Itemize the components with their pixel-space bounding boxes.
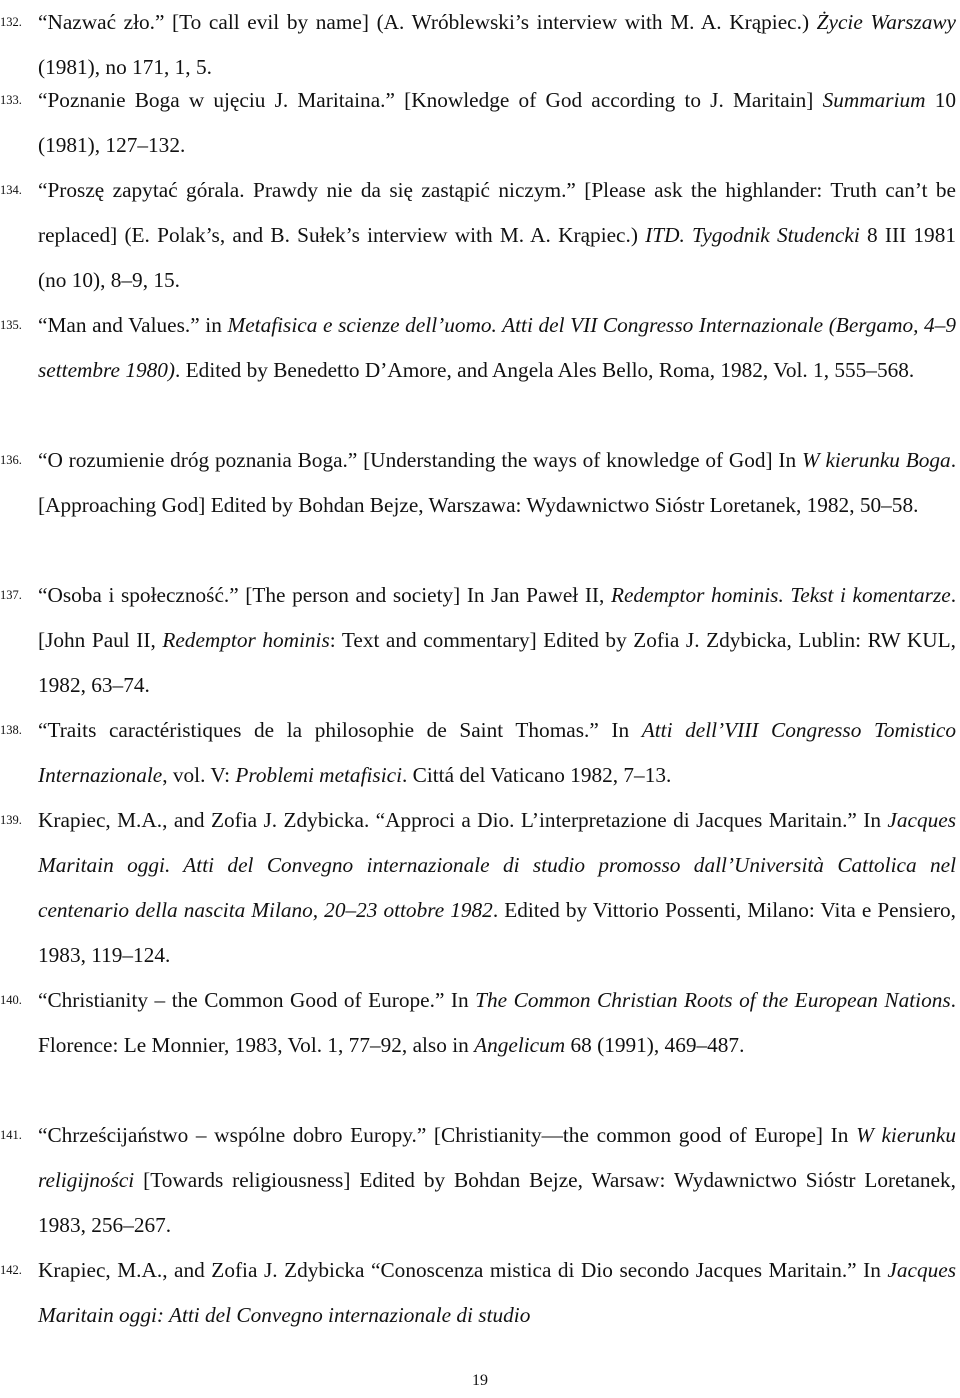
entry-text: [0, 573, 956, 708]
entry-segment: 8 III 1981 (no 10), 8–9, 15.: [38, 223, 956, 292]
entry-segment: . Cittá del Vaticano 1982, 7–13.: [402, 763, 672, 787]
entry-number: 139.: [0, 813, 22, 827]
entry-segment: Krapiec, M.A., and Zofia J. Zdybicka. “Approci a Dio. L’interpretazione di Jacques Maritain.” In: [38, 808, 888, 832]
entry-number: 132.: [0, 15, 22, 29]
entry-segment: . [Approaching God] Edited by Bohdan Bejze, Warszawa: Wydawnictwo Sióstr Loretanek, 1982, 50–58.: [38, 448, 957, 517]
italic-title: Metafisica e scienze dell’uomo. Atti del VII Congresso Internazionale (Bergamo, 4–9 settembre 1980): [38, 313, 956, 382]
bibliography-entry: [0, 303, 956, 393]
entry-number: 133.: [0, 93, 22, 107]
entry-text: [0, 978, 956, 1068]
entry-text: [0, 1113, 956, 1248]
italic-title: W kierunku religijności: [38, 1123, 956, 1192]
entry-segment: : Text and commentary] Edited by Zofia J. Zdybicka, Lublin: RW KUL, 1982, 63–74.: [38, 628, 956, 697]
entry-segment: . Edited by Benedetto D’Amore, and Angela Ales Bello, Roma, 1982, Vol. 1, 555–568.: [175, 358, 915, 382]
entry-number: 141.: [0, 1128, 22, 1142]
entry-segment: “Man and Values.” in: [38, 313, 228, 337]
entry-segment: “Chrześcijaństwo – wspólne dobro Europy.” [Christianity—the common good of Europe] In: [38, 1123, 857, 1147]
italic-title: Życie Warszawy: [816, 10, 957, 34]
entry-text: [0, 168, 956, 303]
italic-title: Summarium: [822, 88, 926, 112]
entry-number: 142.: [0, 1263, 22, 1277]
entry-segment: “Proszę zapytać górala. Prawdy nie da się zastąpić niczym.” [Please ask the highlander: Truth can’t be replaced] (E. Polak’s, and B. Sułek’s interview with M. A. Krąpiec.): [38, 178, 956, 247]
bibliography-entry: [0, 438, 956, 528]
italic-title: Redemptor hominis: [162, 628, 330, 652]
entry-segment: 68 (1991), 469–487.: [565, 1033, 745, 1057]
italic-title: W kierunku Boga: [801, 448, 951, 472]
entry-text: [0, 0, 956, 90]
entry-segment: “Nazwać zło.” [To call evil by name] (A. Wróblewski’s interview with M. A. Krąpiec.): [38, 10, 817, 34]
italic-title: Angelicum: [474, 1033, 566, 1057]
italic-title: The Common Christian Roots of the European Nations: [475, 988, 951, 1012]
entry-segment: “Traits caractéristiques de la philosophie de Saint Thomas.” In: [38, 718, 642, 742]
page-number: 19: [472, 1372, 488, 1389]
entry-segment: [Towards religiousness] Edited by Bohdan Bejze, Warsaw: Wydawnictwo Sióstr Loretanek, 1983, 256–267.: [38, 1168, 956, 1237]
entry-segment: . Edited by Vittorio Possenti, Milano: Vita e Pensiero, 1983, 119–124.: [38, 898, 957, 967]
entry-segment: . Florence: Le Monnier, 1983, Vol. 1, 77–92, also in: [38, 988, 956, 1057]
entry-number: 136.: [0, 453, 22, 467]
bibliography-entry: [0, 708, 956, 798]
italic-title: Jacques Maritain oggi. Atti del Convegno internazionale di studio promosso dall’Università Cattolica nel centenario della nascita Milano, 20–23 ottobre 1982: [38, 808, 956, 922]
bibliography-entry: [0, 1248, 956, 1338]
bibliography-entry: [0, 0, 956, 90]
entry-segment: “Osoba i społeczność.” [The person and society] In Jan Paweł II,: [38, 583, 611, 607]
entry-text: [0, 708, 956, 798]
italic-title: Atti dell’VIII Congresso Tomistico Internazionale: [38, 718, 956, 787]
entry-text: [0, 438, 956, 528]
entry-segment: 10 (1981), 127–132.: [38, 88, 957, 157]
bibliography-entry: [0, 168, 956, 303]
entry-number: 134.: [0, 183, 22, 197]
entry-segment: Krapiec, M.A., and Zofia J. Zdybicka “Conoscenza mistica di Dio secondo Jacques Maritain.” In: [38, 1258, 888, 1282]
entry-number: 137.: [0, 588, 22, 602]
entry-segment: (1981), no 171, 1, 5.: [38, 55, 212, 79]
entry-number: 135.: [0, 318, 22, 332]
italic-title: ITD. Tygodnik Studencki: [645, 223, 860, 247]
entry-text: [0, 303, 956, 393]
italic-title: Redemptor hominis. Tekst i komentarze: [610, 583, 951, 607]
entry-text: [0, 1248, 956, 1338]
entry-text: [0, 78, 956, 168]
italic-title: Jacques Maritain oggi: Atti del Convegno internazionale di studio: [38, 1258, 956, 1327]
entry-number: 138.: [0, 723, 22, 737]
entry-number: 140.: [0, 993, 22, 1007]
bibliography-entry: [0, 1113, 956, 1248]
entry-segment: “O rozumienie dróg poznania Boga.” [Understanding the ways of knowledge of God] In: [38, 448, 802, 472]
italic-title: Problemi metafisici: [235, 763, 402, 787]
bibliography-entry: [0, 798, 956, 978]
entry-text: [0, 798, 956, 978]
entry-segment: , vol. V:: [162, 763, 236, 787]
entry-segment: . [John Paul II,: [38, 583, 957, 652]
bibliography-entry: [0, 78, 956, 168]
bibliography-entry: [0, 573, 956, 708]
bibliography-entry: [0, 978, 956, 1068]
entry-segment: “Poznanie Boga w ujęciu J. Maritaina.” [Knowledge of God according to J. Maritain]: [38, 88, 823, 112]
entry-segment: “Christianity – the Common Good of Europe.” In: [38, 988, 476, 1012]
